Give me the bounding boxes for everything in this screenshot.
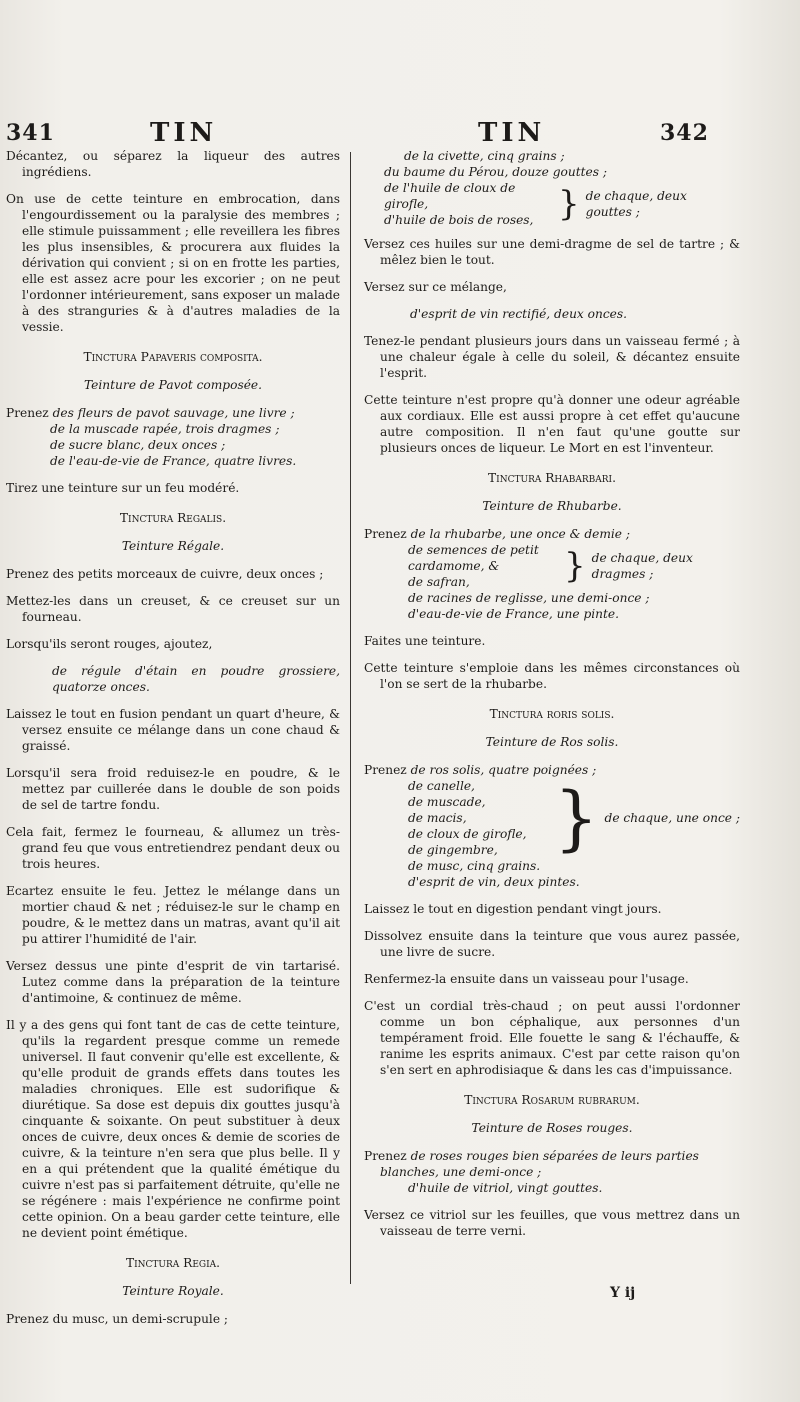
paragraph: Cette teinture s'emploie dans les mêmes circonstances où l'on se sert de la rhubarbe. xyxy=(364,661,740,691)
section-heading: Tinctura Regalis. xyxy=(119,511,227,525)
recipe xyxy=(364,762,740,890)
recipe-group xyxy=(364,778,740,858)
paragraph: Prenez des petits morceaux de cuivre, deux onces ; xyxy=(6,567,324,581)
recipe-line: de la muscade rapée, trois dragmes ; xyxy=(50,422,280,436)
recipe-verb: Prenez xyxy=(6,406,49,420)
recipe-line: de ros solis, quatre poignées ; xyxy=(410,763,597,777)
recipe-line: de la civette, cinq grains ; xyxy=(404,149,565,163)
recipe-line: de macis, xyxy=(408,811,467,825)
paragraph: C'est un cordial très-chaud ; on peut aussi l'ordonner comme un bon céphalique, aux personnes d'un tempérament froid. Elle fouette le sang & l'échauffe, & ranime les esprits animaux. C'est par cette raison qu'on s'en sert en aphrodisiaque & dans les cas d'impuissance. xyxy=(364,999,740,1077)
recipe-line: de musc, cinq grains. xyxy=(408,859,541,873)
recipe-line: de sucre blanc, deux onces ; xyxy=(50,438,226,452)
recipe-verb: Prenez xyxy=(364,1149,407,1163)
recipe-group xyxy=(364,180,740,228)
paragraph: Mettez-les dans un creuset, & ce creuset sur un fourneau. xyxy=(6,594,340,624)
left-running-head: TIN xyxy=(150,118,218,148)
recipe-line: du baume du Pérou, douze gouttes ; xyxy=(384,165,607,179)
paragraph: Décantez, ou séparez la liqueur des autres ingrédiens. xyxy=(6,149,340,179)
recipe-line: de l'eau-de-vie de France, quatre livres. xyxy=(50,454,297,468)
paragraph: Cela fait, fermez le fourneau, & allumez un très-grand feu que vous entretiendrez pendant deux ou trois heures. xyxy=(6,825,340,871)
recipe-verb: Prenez xyxy=(364,527,407,541)
recipe-line: de safran, xyxy=(408,575,470,589)
paragraph: Cette teinture n'est propre qu'à donner une odeur agréable aux cordiaux. Elle est aussi propre à cet effet qu'aucune autre composition. Il n'en faut qu'une goutte sur plusieurs onces de liqueur. Le Mort en est l'inventeur. xyxy=(364,393,740,455)
section-subheading: Teinture de Pavot composée. xyxy=(83,378,262,392)
paragraph: Lorsqu'il sera froid reduisez-le en poudre, & le mettez par cuillerée dans le double de son poids de sel de tartre fondu. xyxy=(6,766,340,812)
recipe xyxy=(364,1148,740,1196)
recipe-line: de muscade, xyxy=(408,795,486,809)
recipe-quantity: de chaque, une once ; xyxy=(604,811,740,825)
recipe-line: de la rhubarbe, une once & demie ; xyxy=(410,527,630,541)
paragraph: Faites une teinture. xyxy=(364,634,486,648)
signature-mark: Y ij xyxy=(610,1285,636,1301)
recipe xyxy=(364,526,740,622)
section-subheading: Teinture de Rhubarbe. xyxy=(482,499,622,513)
section-subheading: Teinture Régale. xyxy=(121,539,225,553)
paragraph: Lorsqu'ils seront rouges, ajoutez, xyxy=(6,637,213,651)
section-subheading: Teinture de Roses rouges. xyxy=(471,1121,633,1135)
recipe-verb: Prenez xyxy=(364,763,407,777)
paragraph: On use de cette teinture en embrocation, dans l'engourdissement ou la paralysie des membres ; elle stimule puissamment ; elle reveillera les fibres les plus insensibles, & procurera aux fluides la dérivation qui convient ; si on en frotte les parties, elle est assez acre pour les excorier ; on ne peut l'ordonner intérieurement, sans exposer un malade à des stranguries & à d'autres maladies de la vessie. xyxy=(6,192,340,334)
brace-glyph: } xyxy=(558,184,580,224)
recipe-line: de roses rouges bien séparées de leurs parties blanches, une demi-once ; xyxy=(380,1149,699,1179)
recipe-line: de l'huile de cloux de girofle, xyxy=(384,181,516,211)
paragraph: de régule d'étain en poudre grossiere, quatorze onces. xyxy=(52,664,340,694)
paragraph: Versez dessus une pinte d'esprit de vin tartarisé. Lutez comme dans la préparation de la teinture d'antimoine, & continuez de même. xyxy=(6,959,340,1005)
section-subheading: Teinture Royale. xyxy=(122,1284,224,1298)
paragraph: Renfermez-la ensuite dans un vaisseau pour l'usage. xyxy=(364,972,689,986)
paragraph: d'esprit de vin rectifié, deux onces. xyxy=(410,307,628,321)
paragraph: Versez ces huiles sur une demi-dragme de sel de tartre ; & mêlez bien le tout. xyxy=(364,237,740,267)
paragraph: Laissez le tout en fusion pendant un quart d'heure, & versez ensuite ce mélange dans un cone chaud & graissé. xyxy=(6,707,340,753)
section-heading: Tinctura Rosarum rubrarum. xyxy=(464,1093,640,1107)
recipe-quantity: de chaque, deux gouttes ; xyxy=(585,189,687,219)
recipe xyxy=(364,148,740,228)
recipe-line: de canelle, xyxy=(408,779,475,793)
recipe xyxy=(6,405,340,469)
section-heading: Tinctura Rhabarbari. xyxy=(488,471,616,485)
section-heading: Tinctura Papaveris composita. xyxy=(83,350,263,364)
paragraph: Laissez le tout en digestion pendant vingt jours. xyxy=(364,902,662,916)
brace-glyph: } xyxy=(554,777,599,859)
right-running-head: TIN xyxy=(478,118,546,148)
section-subheading: Teinture de Ros solis. xyxy=(485,735,619,749)
paragraph: Il y a des gens qui font tant de cas de cette teinture, qu'ils la regardent presque comme un remede universel. Il faut convenir qu'elle est excellente, & qu'elle produit de grands effets dans toutes les maladies chroniques. Elle est sudorifique & diurétique. Sa dose est depuis dix gouttes jusqu'à cinquante & soixante. On peut substituer à deux onces de cuivre, deux onces & demie de scories de cuivre, & la teinture n'en sera que plus belle. Il y en a qui prétendent que la qualité émétique du cuivre n'est pas si parfaitement détruite, qu'elle ne se régénere : mais l'expérience ne confirme point cette opinion. On a beau garder cette teinture, elle ne devient point émétique. xyxy=(6,1018,340,1240)
left-column xyxy=(6,148,340,1338)
paragraph: Versez sur ce mélange, xyxy=(364,280,507,294)
paragraph: Tirez une teinture sur un feu modéré. xyxy=(6,481,240,495)
paragraph: Prenez du musc, un demi-scrupule ; xyxy=(6,1312,229,1326)
recipe-line: de semences de petit cardamome, & xyxy=(408,543,539,573)
recipe-group xyxy=(364,542,740,590)
right-page-number: 342 xyxy=(660,120,709,146)
paragraph: Versez ce vitriol sur les feuilles, que vous mettrez dans un vaisseau de terre verni. xyxy=(364,1208,740,1238)
recipe-line: d'huile de bois de roses, xyxy=(384,213,534,227)
recipe-line: de gingembre, xyxy=(408,843,498,857)
paragraph: Tenez-le pendant plusieurs jours dans un vaisseau fermé ; à une chaleur égale à celle du soleil, & décantez ensuite l'esprit. xyxy=(364,334,740,380)
paragraph: Dissolvez ensuite dans la teinture que vous aurez passée, une livre de sucre. xyxy=(364,929,740,959)
brace-glyph: } xyxy=(564,546,586,586)
recipe-line: de cloux de girofle, xyxy=(408,827,527,841)
recipe-quantity: de chaque, deux dragmes ; xyxy=(591,551,693,581)
paragraph: Ecartez ensuite le feu. Jettez le mélange dans un mortier chaud & net ; réduisez-le sur le champ en poudre, & le mettez dans un matras, avant qu'il ait pu attirer l'humidité de l'air. xyxy=(6,884,340,946)
left-page-number: 341 xyxy=(6,120,55,146)
recipe-line: d'eau-de-vie de France, une pinte. xyxy=(408,607,619,621)
recipe-line: de racines de reglisse, une demi-once ; xyxy=(408,591,650,605)
right-column xyxy=(364,148,740,1250)
recipe-line: des fleurs de pavot sauvage, une livre ; xyxy=(52,406,295,420)
column-divider xyxy=(350,152,351,1284)
recipe-line: d'esprit de vin, deux pintes. xyxy=(408,875,580,889)
recipe-line: d'huile de vitriol, vingt gouttes. xyxy=(408,1181,603,1195)
section-heading: Tinctura Regia. xyxy=(125,1256,221,1270)
section-heading: Tinctura roris solis. xyxy=(489,707,615,721)
